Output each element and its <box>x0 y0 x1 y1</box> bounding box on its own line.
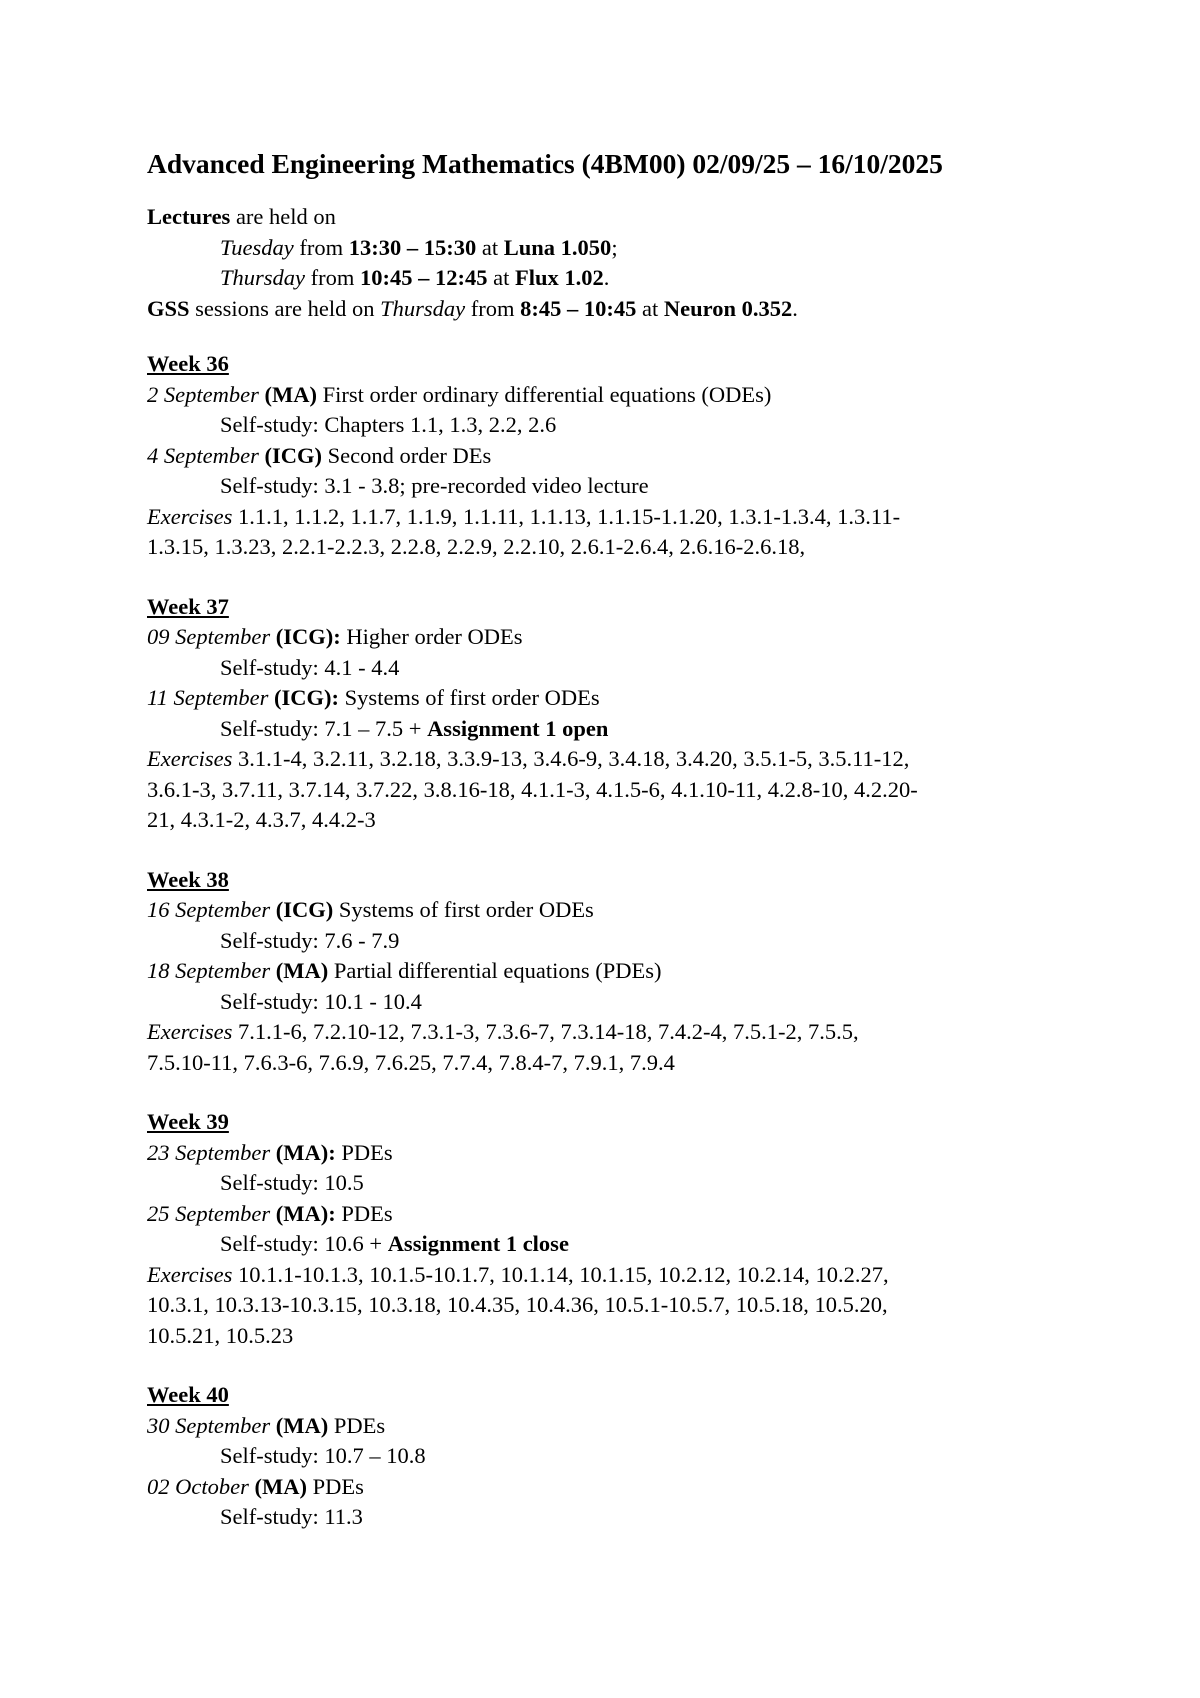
week-section <box>147 865 1067 1079</box>
week-section <box>147 349 1067 563</box>
session-date: 2 September <box>147 381 259 407</box>
page-title: Advanced Engineering Mathematics (4BM00) 02/09/25 – 16/10/2025 <box>147 148 943 179</box>
session-topic: PDEs <box>306 1473 364 1499</box>
week-section <box>147 1107 1067 1351</box>
lecturer-code: (MA) <box>264 381 317 407</box>
week-title: Week 36 <box>147 351 229 376</box>
lectures-line: Lectures are held on <box>147 204 336 229</box>
session-line <box>147 1411 1067 1442</box>
exercises-line: 3.6.1-3, 3.7.11, 3.7.14, 3.7.22, 3.8.16-18, 4.1.1-3, 4.1.5-6, 4.1.10-11, 4.2.8-10, 4.2.20- <box>147 776 918 802</box>
session-topic: Higher order ODEs <box>340 624 523 649</box>
session-line <box>147 380 1067 411</box>
week-title: Week 39 <box>147 1109 229 1134</box>
session-line: 25 September (MA): PDEs <box>147 1200 393 1226</box>
exercises-line: Exercises 7.1.1-6, 7.2.10-12, 7.3.1-3, 7.3.6-7, 7.3.14-18, 7.4.2-4, 7.5.1-2, 7.5.5, <box>147 1019 859 1044</box>
self-study-line: Self-study: Chapters 1.1, 1.3, 2.2, 2.6 <box>220 412 557 437</box>
self-study-line: Self-study: 10.5 <box>220 1170 364 1195</box>
session-line: 11 September (ICG): Systems of first order ODEs <box>147 685 600 710</box>
exercises-line: 1.3.15, 1.3.23, 2.2.1-2.2.3, 2.2.8, 2.2.9, 2.2.10, 2.6.1-2.6.4, 2.6.16-2.6.18, <box>147 534 806 559</box>
exercises-line: 10.5.21, 10.5.23 <box>147 1322 294 1348</box>
self-study-line: Self-study: 3.1 - 3.8; pre-recorded video lecture <box>220 473 649 498</box>
lecturer-code: (MA) <box>275 958 329 983</box>
session-topic: Partial differential equations (PDEs) <box>328 958 662 983</box>
session-topic: Second order DEs <box>321 442 492 468</box>
lecturer-code: (ICG) <box>264 442 322 468</box>
lecture-slot: Tuesday from 13:30 – 15:30 at Luna 1.050; <box>220 234 618 260</box>
lecturer-code: (MA) <box>275 1200 329 1226</box>
week-section <box>147 1380 1067 1533</box>
self-study-line: Self-study: 10.1 - 10.4 <box>220 988 422 1014</box>
session-date: 09 September <box>147 624 271 649</box>
week-title: Week 40 <box>147 1382 229 1407</box>
session-topic: PDEs <box>328 1412 386 1438</box>
session-topic: PDEs <box>335 1139 393 1165</box>
session-date: 18 September <box>147 958 271 983</box>
lecture-slot: Thursday from 10:45 – 12:45 at Flux 1.02. <box>220 265 610 290</box>
self-study-line: Self-study: 10.7 – 10.8 <box>220 1443 426 1468</box>
lecturer-code: (ICG) <box>275 897 334 922</box>
session-line <box>147 1472 1067 1503</box>
session-date: 23 September <box>147 1139 271 1165</box>
exercises-line: Exercises 3.1.1-4, 3.2.11, 3.2.18, 3.3.9-13, 3.4.6-9, 3.4.18, 3.4.20, 3.5.1-5, 3.5.11-12, <box>147 746 910 771</box>
document-page <box>147 146 1067 1562</box>
lecturer-code: (ICG) <box>275 624 334 649</box>
assignment-note: Assignment 1 close <box>387 1231 569 1256</box>
weeks-list <box>147 349 1067 1533</box>
session-topic: Systems of first order ODEs <box>339 685 600 710</box>
exercises-label: Exercises <box>147 1019 233 1044</box>
session-date: 30 September <box>147 1412 271 1438</box>
exercises-label: Exercises <box>147 1261 233 1287</box>
session-line <box>147 895 1067 926</box>
week-section <box>147 592 1067 836</box>
session-line <box>147 956 1067 987</box>
session-topic: PDEs <box>335 1200 393 1226</box>
exercises-line: 21, 4.3.1-2, 4.3.7, 4.4.2-3 <box>147 807 376 832</box>
self-study-line: Self-study: 11.3 <box>220 1504 363 1529</box>
exercises-line: 10.3.1, 10.3.13-10.3.15, 10.3.18, 10.4.35, 10.4.36, 10.5.1-10.5.7, 10.5.18, 10.5.20, <box>147 1292 888 1317</box>
schedule-intro <box>147 202 1067 324</box>
week-title: Week 37 <box>147 593 229 619</box>
week-title: Week 38 <box>147 866 229 892</box>
self-study-line: Self-study: 7.1 – 7.5 + Assignment 1 open <box>220 715 609 741</box>
session-line: 09 September (ICG): Higher order ODEs <box>147 624 523 649</box>
lecturer-code: (ICG) <box>274 685 332 710</box>
lectures-label: Lectures <box>147 204 231 229</box>
exercises-line: Exercises 1.1.1, 1.1.2, 1.1.7, 1.1.9, 1.1.11, 1.1.13, 1.1.15-1.1.20, 1.3.1-1.3.4, 1.3.11- <box>147 503 901 529</box>
self-study-line: Self-study: 7.6 - 7.9 <box>220 927 400 953</box>
lecturer-code: (MA) <box>275 1139 329 1165</box>
exercises-line: Exercises 10.1.1-10.1.3, 10.1.5-10.1.7, 10.1.14, 10.1.15, 10.2.12, 10.2.14, 10.2.27, <box>147 1261 889 1287</box>
session-date: 4 September <box>147 442 259 468</box>
assignment-note: Assignment 1 open <box>427 715 609 741</box>
exercises-label: Exercises <box>147 746 233 771</box>
session-topic: First order ordinary differential equations (ODEs) <box>316 381 772 407</box>
exercises-label: Exercises <box>147 503 233 529</box>
session-date: 16 September <box>147 897 271 922</box>
session-line <box>147 441 1067 472</box>
session-topic: Systems of first order ODEs <box>333 897 594 922</box>
gss-line: GSS sessions are held on Thursday from 8:45 – 10:45 at Neuron 0.352. <box>147 295 798 321</box>
session-line: 23 September (MA): PDEs <box>147 1139 393 1165</box>
self-study-line: Self-study: 10.6 + Assignment 1 close <box>220 1231 569 1256</box>
lecturer-code: (MA) <box>254 1473 307 1499</box>
exercises-line: 7.5.10-11, 7.6.3-6, 7.6.9, 7.6.25, 7.7.4, 7.8.4-7, 7.9.1, 7.9.4 <box>147 1049 675 1075</box>
session-date: 25 September <box>147 1200 271 1226</box>
lecturer-code: (MA) <box>275 1412 329 1438</box>
session-date: 02 October <box>147 1473 249 1499</box>
self-study-line: Self-study: 4.1 - 4.4 <box>220 654 400 680</box>
session-date: 11 September <box>147 685 269 710</box>
